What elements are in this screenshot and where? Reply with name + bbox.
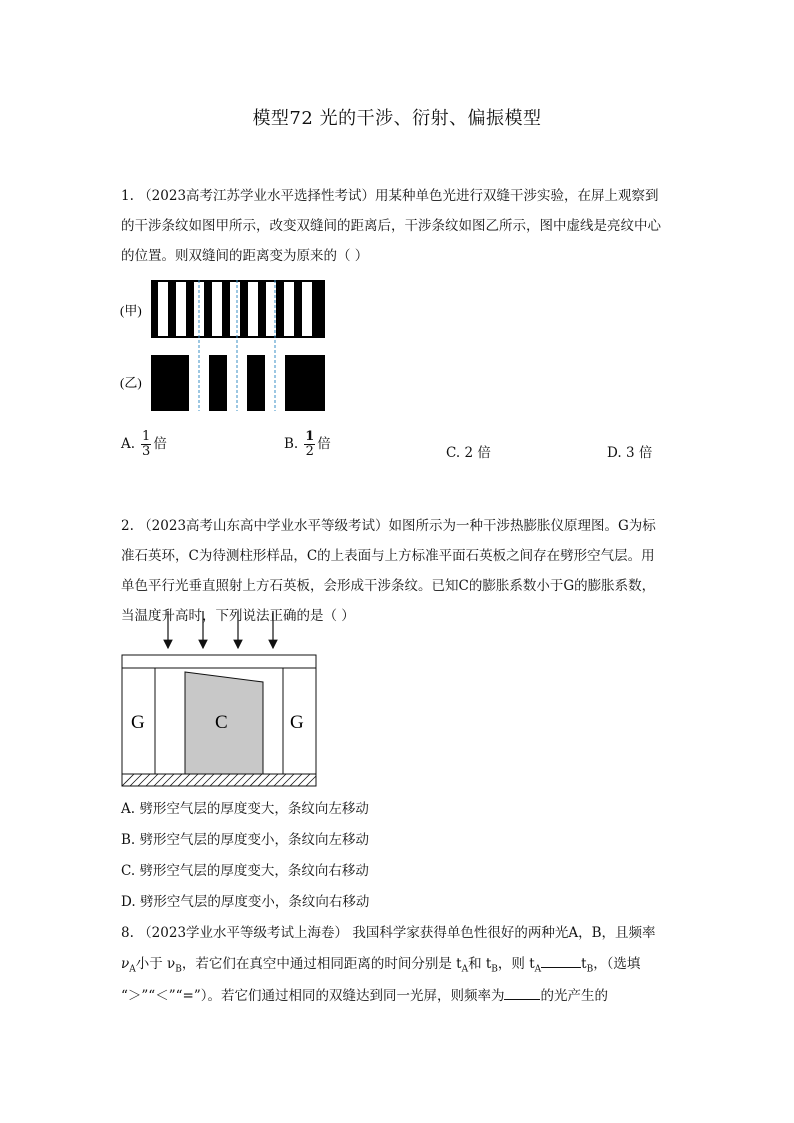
interference-fringes-figure: [118, 276, 338, 418]
q2-line-2: 准石英环，C为待测柱形样品，C的上表面与上方标准平面石英板之间存在劈形空气层。用: [121, 548, 655, 564]
q1-line-2: 的干涉条纹如图甲所示，改变双缝间的距离后，干涉条纹如图乙所示，图中虚线是亮纹中心: [121, 218, 661, 234]
q1-option-a[interactable]: A. $\frac{1}{3}$ 倍: [121, 429, 167, 459]
q8-line-3: “＞”“＜”“=”）。若它们通过相同的双缝达到同一光屏，则频率为 的光产生的: [121, 988, 608, 1004]
label-g-left: G: [131, 712, 145, 733]
fringe-pattern-yi: [151, 355, 325, 411]
q1-option-b[interactable]: B. $\frac{1}{2}$ 倍: [284, 429, 331, 459]
fraction-one-half: $\frac{1}{2}$: [305, 429, 315, 459]
q2-line-1: 2. （2023高考山东高中学业水平等级考试）如图所示为一种干涉热膨胀仪原理图。G为标: [121, 518, 656, 534]
q1-option-c[interactable]: C. 2 倍: [446, 445, 491, 461]
label-g-right: G: [290, 712, 304, 733]
answer-blank-1[interactable]: [541, 967, 581, 968]
q2-line-4: 当温度升高时，下列说法正确的是（ ）: [121, 608, 355, 624]
q2-option-c[interactable]: C. 劈形空气层的厚度变大，条纹向右移动: [121, 863, 369, 879]
q2-option-b[interactable]: B. 劈形空气层的厚度变小，条纹向左移动: [121, 832, 370, 848]
page-title: 模型72 光的干涉、衍射、偏振模型: [252, 108, 542, 129]
fringe-pattern-jia: [151, 280, 325, 338]
dilatometer-figure: [118, 604, 324, 790]
q1-line-1: 1. （2023高考江苏学业水平选择性考试）用某种单色光进行双缝干涉实验，在屏上观察到: [121, 188, 659, 204]
fig-label-jia: (甲): [120, 303, 142, 318]
answer-blank-2[interactable]: [504, 999, 540, 1000]
q2-option-d[interactable]: D. 劈形空气层的厚度变小，条纹向右移动: [121, 894, 370, 910]
incident-light-arrows: [168, 611, 273, 648]
label-c: C: [215, 712, 228, 733]
q2-line-3: 单色平行光垂直照射上方石英板，会形成干涉条纹。已知C的膨胀系数小于G的膨胀系数，: [121, 578, 656, 594]
quartz-plate: [122, 655, 316, 668]
q1-line-3: 的位置。则双缝间的距离变为原来的（ ）: [121, 248, 369, 264]
q1-option-d[interactable]: D. 3 倍: [607, 445, 653, 461]
fig-label-yi: (乙): [120, 375, 142, 390]
fraction-one-third: $\frac{1}{3}$: [142, 429, 151, 459]
base-plate: [122, 774, 316, 786]
q8-line-2: $\nu_A$小于 $\nu_B$，若它们在真空中通过相同距离的时间分别是 $t_A$和 $t_B$，则 $t_A$ $t_B$，（选填: [121, 956, 641, 975]
q2-option-a[interactable]: A. 劈形空气层的厚度变大，条纹向左移动: [121, 801, 369, 817]
q8-line-1: 8. （2023学业水平等级考试上海卷） 我国科学家获得单色性很好的两种光A，B，且频率: [121, 925, 656, 941]
